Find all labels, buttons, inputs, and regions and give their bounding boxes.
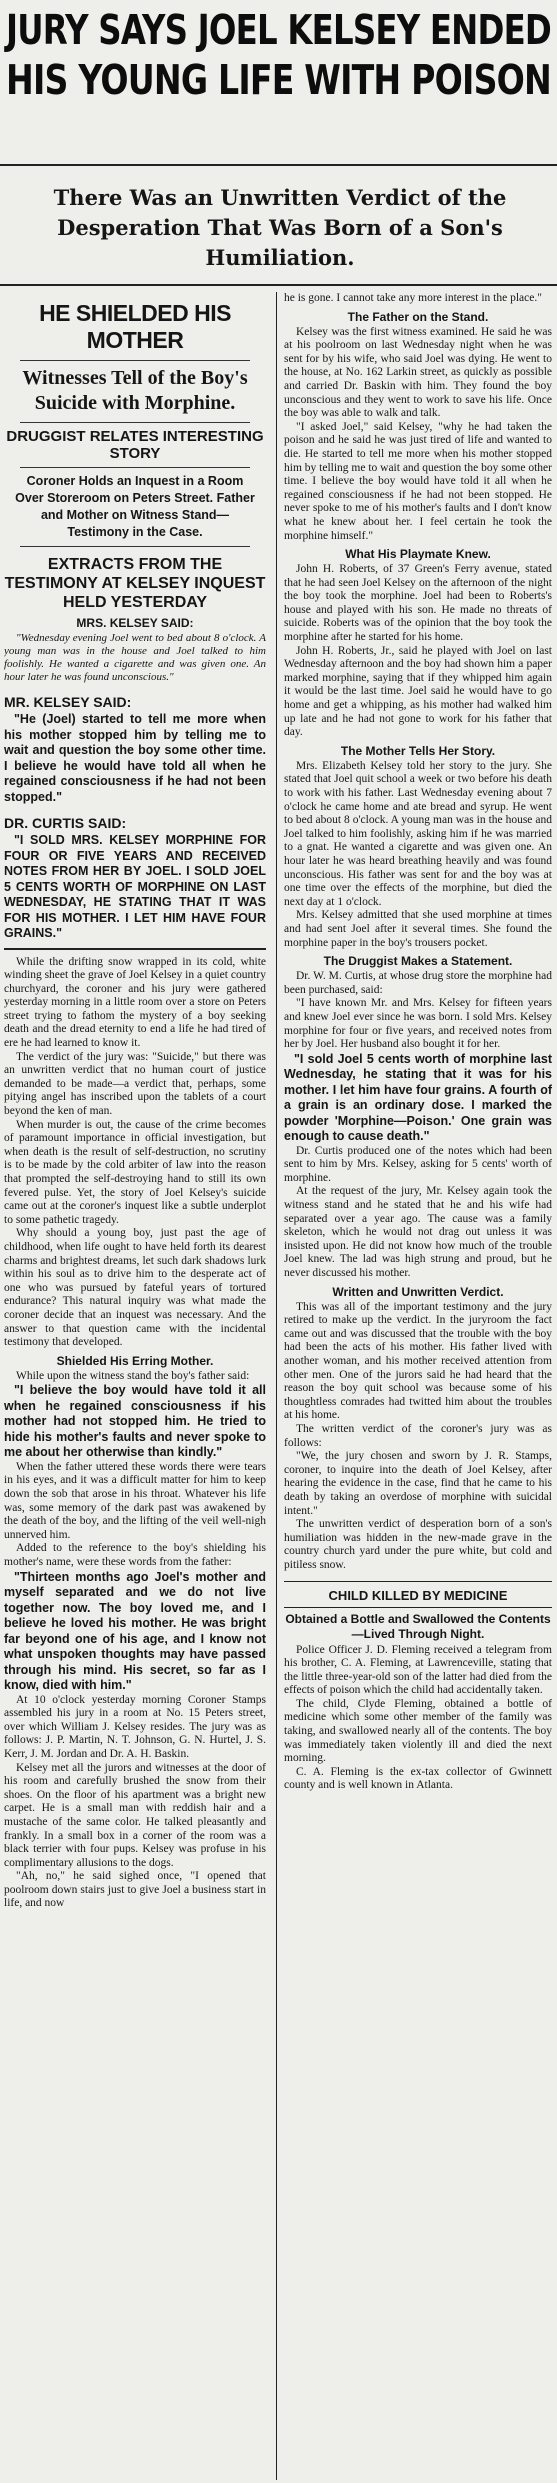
headline-rule — [0, 164, 557, 166]
deck-rule — [0, 284, 557, 286]
label-mrs-kelsey: MRS. KELSEY SAID: — [76, 616, 194, 630]
head-child-killed: CHILD KILLED BY MEDICINE — [328, 1587, 508, 1603]
child-story-header — [284, 1581, 552, 1608]
paragraph: The written verdict of the coroner's jury was as follows: — [284, 1422, 552, 1449]
paragraph: Why should a young boy, just past the age of childhood, when life ought to have held forth its dearest charms and brightest dreams, let such dark shadows lurk within his soul as to drive him to the desperate act of one who was pursued by fateful years of tortured endurance? This natural inquiry was what made the coroner decide that an inquest was necessary. And the answer to that question came with the incidental testimony that developed. — [4, 1227, 266, 1349]
paragraph: At the request of the jury, Mr. Kelsey again took the witness stand and he stated that he and his wife had separated over a year ago. The cause was a family skeleton, which he would not drag out unless it was insisted upon. He did not know how much of the trouble Joel knew. The lad was high strung and proud, but he never discussed his mother. — [284, 1185, 552, 1280]
deck-child: Obtained a Bottle and Swallowed the Contents—Lived Through Night. — [285, 1611, 551, 1641]
quote-father-2: "Thirteen months ago Joel's mother and myself separated and we do not live together now. The boy loved me, and I believe he loved his mother. He was bright far beyond one of his age, and I know not what unspoken thoughts may have passed through his mind. His secret, so far as I know, died with him." — [4, 1569, 266, 1693]
subhead-father-stand: The Father on the Stand. — [347, 309, 489, 324]
divider — [20, 360, 250, 361]
column-rule — [276, 292, 277, 2480]
divider — [20, 467, 250, 468]
label-mr-kelsey: MR. KELSEY SAID: — [4, 694, 132, 710]
head-druggist: DRUGGIST RELATES INTERESTING STORY — [6, 428, 264, 462]
paragraph: At 10 o'clock yesterday morning Coroner Stamps assembled his jury in a room at No. 15 Peters street, over which William J. Kelsey resides. The jury was as follows: J. P. Martin, N. T. Johnson, G. N. Hurtel, J. S. Kerr, J. M. Jordan and Dr. A. H. Baskin. — [4, 1693, 266, 1760]
divider — [20, 546, 250, 547]
paragraph: This was all of the important testimony and the jury retired to make up the verdict. In the juryroom the fact came out and was discussed that the trouble with the boy had been the acts of his mother. His father lived with another woman, and his mother received attention from other men. One of the jurors said he had heard that the reason the boy quit school was because some of his thoughtless comrades had twitted him about the troubles at his home. — [284, 1300, 552, 1422]
subhead-verdict: Written and Unwritten Verdict. — [332, 1284, 504, 1299]
paragraph: he is gone. I cannot take any more interest in the place." — [284, 292, 542, 304]
paragraph: "Ah, no," he said sighed once, "I opened that poolroom down stairs just to give Joel a business start in life, and now — [4, 1870, 266, 1910]
paragraph: Kelsey met all the jurors and witnesses at the door of his room and carefully brushed the snow from their shoes. On the floor of his apartment was a bright new carpet. He is a small man with reddish hair and a mustache of the same color. He talked pleasantly and frankly. In a small box in a corner of the room was a black terrier with four pups. Kelsey was profuse in his complimentary allusions to the dogs. — [4, 1761, 266, 1869]
paragraph: "I have known Mr. and Mrs. Kelsey for fifteen years and knew Joel ever since he was born. I sold Mrs. Kelsey morphine for four or five years, and received notes from her by Joel. Her husband also bought it for her. — [284, 997, 552, 1051]
quote-druggist: "I sold Joel 5 cents worth of morphine last Wednesday, he stating that it was for his mother. I let him have four grains. A fourth of a grain is an ordinary dose. I marked the powder 'Morphine—Poison.' One grain was enough to cause death." — [284, 1051, 552, 1144]
paragraph: The verdict of the jury was: "Suicide," but there was an unwritten verdict that no human court of justice demanded to be made—a verdict that, perhaps, some pitying angel has inscribed upon the tablets of a court beyond the ken of man. — [4, 1050, 266, 1118]
divider — [20, 422, 250, 423]
subhead-mother-story: The Mother Tells Her Story. — [340, 743, 496, 758]
paragraph: Added to the reference to the boy's shielding his mother's name, were these words from the father: — [4, 1542, 266, 1568]
deck-coroner: Coroner Holds an Inquest in a Room Over Storeroom on Peters Street. Father and Mother on Witness Stand—Testimony in the Case. — [15, 474, 255, 539]
quote-mr-kelsey: "He (Joel) started to tell me more when his mother stopped him by telling me to wait and question the boy some other time. I believe he would have told all when he regained consciousness if he had not been stopped." — [4, 712, 266, 804]
column-right — [284, 292, 552, 2480]
head-extracts: EXTRACTS FROM THE TESTIMONY AT KELSEY INQUEST HELD YESTERDAY — [4, 556, 266, 611]
paragraph: The unwritten verdict of desperation born of a son's humiliation was hidden in the new-made grave in the country church yard under the pure white, but cold and pitiless snow. — [284, 1518, 552, 1571]
quote-dr-curtis: "I SOLD MRS. KELSEY MORPHINE FOR FOUR OR FIVE YEARS AND RECEIVED NOTES FROM HER BY JOEL. I SOLD JOEL 5 CENTS WORTH OF MORPHINE ON LAST WEDNESDAY, HE STATING THAT IT WAS FOR HIS MOTHER. I LET HIM HAVE FOUR GRAINS." — [4, 833, 266, 940]
paragraph: Mrs. Kelsey admitted that she used morphine at times and had sent Joel after it several times. She found the morphine paper in the boy's trousers pocket. — [284, 909, 552, 949]
paragraph: Dr. Curtis produced one of the notes which had been sent to him by Mrs. Kelsey, asking for 5 cents' worth of morphine. — [284, 1144, 552, 1184]
head-shielded-mother: HE SHIELDED HIS MOTHER — [39, 300, 231, 353]
subhead-erring-mother: Shielded His Erring Mother. — [56, 1353, 214, 1368]
label-dr-curtis: DR. CURTIS SAID: — [4, 815, 127, 831]
divider — [4, 948, 266, 950]
paragraph: When murder is out, the cause of the crime becomes of paramount importance in official investigation, but when death is the result of self-destruction, no scrutiny is to be made by the cold arbiter of law into the reason that prompted the self-destroying hand to still its own fevered pulse. Yet, the story of Joel Kelsey's suicide came out at the coroner's inquest like a subtle underplot to some pathetic tragedy. — [4, 1118, 266, 1226]
paragraph: While upon the witness stand the boy's father said: — [16, 1369, 250, 1382]
paragraph: Kelsey was the first witness examined. He said he was at his poolroom on last Wednesday night when he was sent for by his wife, who said Joel was dying. He went to the house, at No. 162 Larkin street, as quickly as possible and carried Dr. Baskin with him. They found the boy unconscious and they went to work to save his life. Once the boy was able to walk and talk. — [284, 325, 552, 420]
deck-headline: There Was an Unwritten Verdict of the Desperation That Was Born of a Son's Humiliation. — [53, 185, 507, 270]
paragraph: Dr. W. M. Curtis, at whose drug store the morphine had been purchased, said: — [284, 970, 552, 996]
paragraph: C. A. Fleming is the ex-tax collector of Gwinnett county and is well known in Atlanta. — [284, 1765, 552, 1792]
column-left — [4, 292, 266, 2480]
paragraph: While the drifting snow wrapped in its cold, white winding sheet the grave of Joel Kelsey in a quiet country churchyard, the coroner and his jury were gathered yesterday morning in a little room over a store on Peters street trying to fathom the mystery of a boy seeking death and the dread eternity to end a life he had tired of ere he had learned to know it. — [4, 955, 266, 1050]
paragraph: "I asked Joel," said Kelsey, "why he had taken the poison and he said he was just tired of life and wanted to die. He started to tell me more when his mother stopped him by telling me to wait and question the boy some other time. I believe the boy would have told it all when he regained consciousness if he had not been stopped. He never spoke to me of his mother's faults and I don't know what he knew about her. I feel certain he took the morphine himself." — [284, 420, 552, 542]
subhead-playmate: What His Playmate Knew. — [345, 547, 491, 562]
quote-mrs-kelsey: "Wednesday evening Joel went to bed about 8 o'clock. A young man was in the house and Joel talked to him foolishly. He wanted a cigarette and was given one. An hour later he was found unconscious." — [4, 632, 266, 683]
subhead-druggist: The Druggist Makes a Statement. — [323, 954, 513, 969]
paragraph: Police Officer J. D. Fleming received a telegram from his brother, C. A. Fleming, at Lawrenceville, stating that the little three-year-old son of the latter had died from the effects of poison which the child had accidentally taken. — [284, 1643, 552, 1697]
headline-line-2: HIS YOUNG LIFE WITH POISON — [6, 56, 551, 104]
paragraph: The child, Clyde Fleming, obtained a bottle of medicine which some other member of the family was taking, and swallowed nearly all of the contents. The boy was immediately taken violently ill and died the next morning. — [284, 1697, 552, 1765]
verdict-text: "We, the jury chosen and sworn by J. R. Stamps, coroner, to inquire into the death of Joel Kelsey, after hearing the evidence in the case, find that he came to his death by taking an overdose of morphine with suicidal intent." — [284, 1450, 552, 1517]
head-witnesses: Witnesses Tell of the Boy's Suicide with Morphine. — [22, 367, 248, 414]
quote-father: "I believe the boy would have told it all when he regained consciousness if his mother had not stopped him. He tried to hide his mother's faults and never spoke to me about her otherwise than kindly." — [4, 1383, 266, 1460]
paragraph: When the father uttered these words there were tears in his eyes, and it was a difficult matter for him to keep down the sob that arose in his throat. Whatever his life was, some memory of the dark past was awakened by the death of the boy, and the lifting of the veil well-nigh unnerved him. — [4, 1460, 266, 1541]
paragraph: Mrs. Elizabeth Kelsey told her story to the jury. She stated that Joel quit school a week or two before his death to work with his father. Last Wednesday evening about 7 o'clock he came home and ate bread and syrup. He went to bed about 8 o'clock. A young man was in the house and Joel talked to him foolishly, asking him if he was married to a gnat. He wanted a cigarette and was given one. An hour later he was heard breathing heavily and was found unconscious. His father was sent for and the boy was at one time over the effects of the morphine, but died the next day at 1 o'clock. — [284, 759, 552, 908]
paragraph: John H. Roberts, Jr., said he played with Joel on last Wednesday afternoon and the boy had shown him a paper marked morphine, saying that if they whipped him again it would be the last time. Joel said he would have to go home and get a whipping, as his mother had walked him up late and he had not gone to work for his father that day. — [284, 644, 552, 739]
headline-line-1: JURY SAYS JOEL KELSEY ENDED — [6, 6, 551, 54]
paragraph: John H. Roberts, of 37 Green's Ferry avenue, stated that he had seen Joel Kelsey on the afternoon of the night the boy took the morphine. Joel had been to Roberts's house and played with his son. He made no threats of suicide. Roberts was of the opinion that the boy took the morphine after he started for his home. — [284, 563, 552, 644]
